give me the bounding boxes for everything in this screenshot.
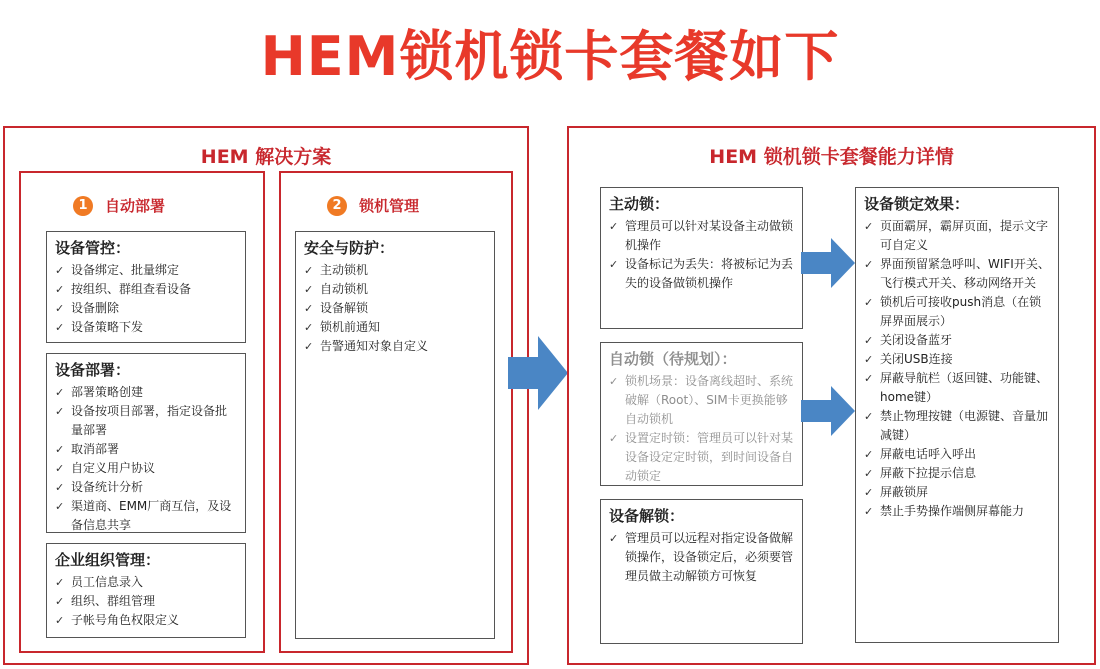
list-item: ✓ 禁止手势操作端侧屏幕能力 — [864, 502, 1050, 521]
list-item: ✓ 锁机前通知 — [304, 318, 486, 337]
auto-deploy-column — [19, 171, 265, 653]
auto-lock-title: 自动锁（待规划）： — [609, 350, 737, 368]
list-item: ✓ 取消部署 — [55, 440, 237, 459]
list-item: ✓ 设备解锁 — [304, 299, 486, 318]
lock-effects-title: 设备锁定效果： — [864, 195, 970, 213]
device-unlock-box — [600, 499, 803, 644]
device-unlock-title: 设备解锁： — [609, 507, 685, 525]
list-item: ✓ 界面预留紧急呼叫、WIFI开关、飞行模式开关、移动网络开关 — [864, 255, 1050, 293]
list-item: ✓ 设备按项目部署，指定设备批量部署 — [55, 402, 237, 440]
list-item: ✓ 子帐号角色权限定义 — [55, 611, 237, 630]
list-item: ✓ 屏蔽下拉提示信息 — [864, 464, 1050, 483]
arrow-right-icon — [508, 336, 570, 410]
list-item: ✓ 设备删除 — [55, 299, 237, 318]
security-title: 安全与防护： — [304, 239, 395, 257]
list-item: ✓ 禁止物理按键（电源键、音量加减键） — [864, 407, 1050, 445]
device-deploy-box — [46, 353, 246, 533]
solution-panel — [3, 126, 529, 665]
device-control-title: 设备管控： — [55, 239, 131, 257]
list-item: ✓ 自定义用户协议 — [55, 459, 237, 478]
arrow-right-icon — [801, 386, 857, 436]
package-detail-panel — [567, 126, 1096, 665]
list-item: ✓ 屏蔽导航栏（返回键、功能键、home键） — [864, 369, 1050, 407]
auto-deploy-label: 自动部署 — [105, 197, 166, 215]
list-item: ✓ 组织、群组管理 — [55, 592, 237, 611]
list-item: ✓ 按组织、群组查看设备 — [55, 280, 237, 299]
lock-management-column — [279, 171, 513, 653]
lock-management-header — [327, 195, 419, 216]
list-item: ✓ 自动锁机 — [304, 280, 486, 299]
list-item: ✓ 设备策略下发 — [55, 318, 237, 337]
list-item: ✓ 设置定时锁：管理员可以针对某设备设定定时锁，到时间设备自动锁定 — [609, 429, 794, 486]
list-item: ✓ 员工信息录入 — [55, 573, 237, 592]
step-1-badge: 1 — [73, 196, 93, 216]
list-item: ✓ 锁机后可接收push消息（在锁屏界面展示） — [864, 293, 1050, 331]
list-item: ✓ 锁机场景：设备离线超时、系统破解（Root）、SIM卡更换能够自动锁机 — [609, 372, 794, 429]
auto-lock-box — [600, 342, 803, 486]
list-item: ✓ 渠道商、EMM厂商互信，及设备信息共享 — [55, 497, 237, 535]
auto-deploy-header — [73, 195, 165, 216]
device-control-box — [46, 231, 246, 343]
security-box — [295, 231, 495, 639]
active-lock-box — [600, 187, 803, 329]
org-management-title: 企业组织管理： — [55, 551, 161, 569]
lock-management-label: 锁机管理 — [359, 197, 420, 215]
page-title: HEM锁机锁卡套餐如下 — [260, 25, 840, 88]
list-item: ✓ 设备标记为丢失：将被标记为丢失的设备做锁机操作 — [609, 255, 794, 293]
active-lock-title: 主动锁： — [609, 195, 670, 213]
list-item: ✓ 屏蔽锁屏 — [864, 483, 1050, 502]
step-2-badge: 2 — [327, 196, 347, 216]
list-item: ✓ 管理员可以远程对指定设备做解锁操作，设备锁定后，必须要管理员做主动解锁方可恢复 — [609, 529, 794, 586]
lock-effects-box — [855, 187, 1059, 643]
list-item: ✓ 屏蔽电话呼入呼出 — [864, 445, 1050, 464]
device-deploy-title: 设备部署： — [55, 361, 131, 379]
arrow-right-icon — [801, 238, 857, 288]
list-item: ✓ 关闭设备蓝牙 — [864, 331, 1050, 350]
list-item: ✓ 管理员可以针对某设备主动做锁机操作 — [609, 217, 794, 255]
package-detail-title: HEM 锁机锁卡套餐能力详情 — [709, 146, 954, 168]
org-management-box — [46, 543, 246, 638]
list-item: ✓ 主动锁机 — [304, 261, 486, 280]
list-item: ✓ 部署策略创建 — [55, 383, 237, 402]
list-item: ✓ 设备统计分析 — [55, 478, 237, 497]
list-item: ✓ 关闭USB连接 — [864, 350, 1050, 369]
solution-panel-title: HEM 解决方案 — [200, 146, 332, 168]
list-item: ✓ 设备绑定、批量绑定 — [55, 261, 237, 280]
list-item: ✓ 页面霸屏，霸屏页面，提示文字可自定义 — [864, 217, 1050, 255]
list-item: ✓ 告警通知对象自定义 — [304, 337, 486, 356]
